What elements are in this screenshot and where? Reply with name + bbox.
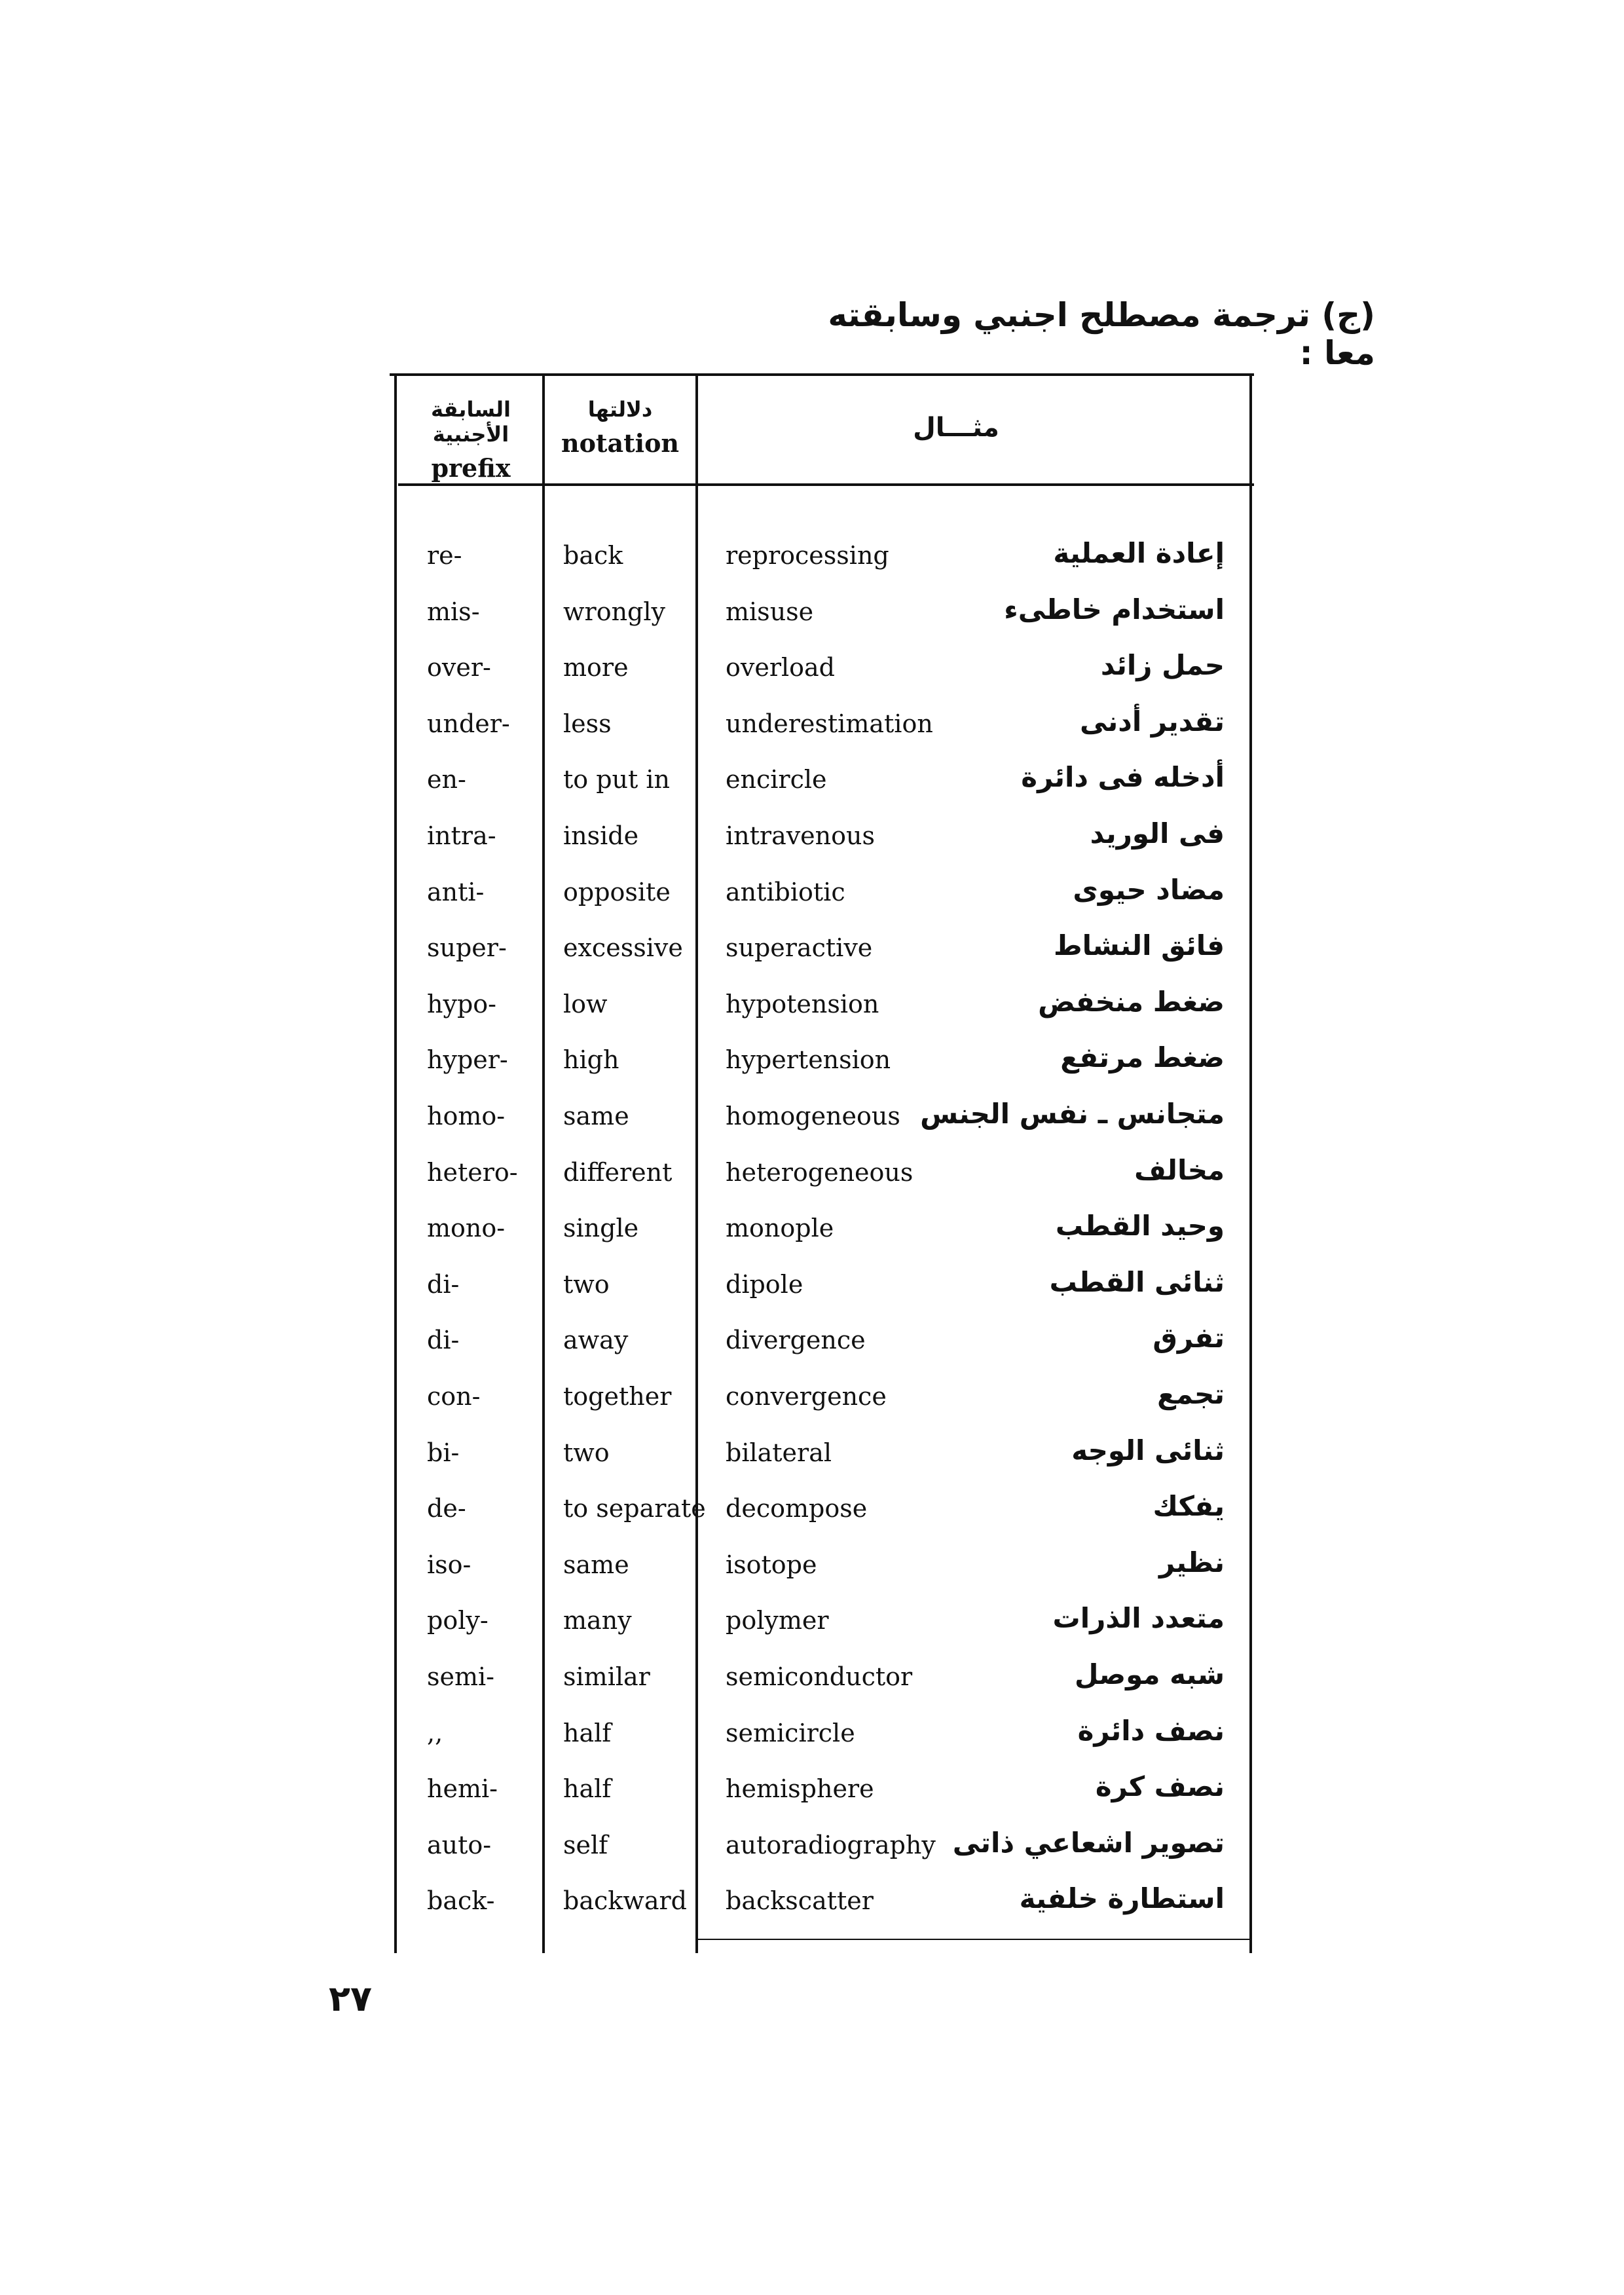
notation-cell: same <box>563 1102 629 1130</box>
table-row <box>0 1602 1624 1662</box>
prefix-cell: con- <box>427 1382 481 1411</box>
arabic-translation-cell: استطارة خلفية <box>1019 1882 1225 1914</box>
arabic-translation-cell: متعدد الذرات <box>1052 1602 1225 1634</box>
notation-cell: half <box>563 1774 612 1803</box>
notation-cell: low <box>563 990 608 1018</box>
prefix-cell: hyper- <box>427 1045 508 1074</box>
prefix-cell: ,, <box>427 1719 443 1747</box>
arabic-translation-cell: تفرق <box>1153 1322 1225 1354</box>
notation-cell: together <box>563 1382 672 1411</box>
notation-cell: away <box>563 1326 629 1354</box>
example-cell: overload <box>726 653 836 682</box>
arabic-translation-cell: إعادة العملية <box>1053 537 1225 569</box>
example-cell: misuse <box>726 597 814 626</box>
example-cell: homogeneous <box>726 1102 900 1130</box>
prefix-cell: hemi- <box>427 1774 498 1803</box>
example-cell: superactive <box>726 933 873 962</box>
prefix-cell: iso- <box>427 1550 471 1579</box>
example-cell: semiconductor <box>726 1662 913 1691</box>
notation-cell: more <box>563 653 629 682</box>
prefix-cell: mono- <box>427 1214 506 1242</box>
prefix-cell: de- <box>427 1494 466 1523</box>
example-cell: monople <box>726 1214 834 1242</box>
table-row <box>0 1827 1624 1887</box>
example-cell: heterogeneous <box>726 1158 913 1187</box>
notation-cell: single <box>563 1214 639 1242</box>
table-row <box>0 705 1624 766</box>
notation-cell: same <box>563 1550 629 1579</box>
arabic-translation-cell: ضغط مرتفع <box>1060 1041 1225 1073</box>
table-row <box>0 1322 1624 1382</box>
arabic-translation-cell: يفكك <box>1153 1490 1225 1522</box>
notation-cell: excessive <box>563 933 683 962</box>
notation-cell: wrongly <box>563 597 665 626</box>
arabic-translation-cell: ضغط منخفض <box>1038 986 1225 1018</box>
column-header-notation <box>546 397 694 458</box>
example-cell: intravenous <box>726 821 875 850</box>
table-row <box>0 1434 1624 1495</box>
arabic-translation-cell: فائق النشاط <box>1054 929 1225 961</box>
example-cell: antibiotic <box>726 878 845 906</box>
table-row <box>0 1041 1624 1102</box>
table-row <box>0 1882 1624 1943</box>
arabic-translation-cell: شبه موصل <box>1075 1658 1225 1690</box>
example-cell: encircle <box>726 765 827 794</box>
example-cell: decompose <box>726 1494 868 1523</box>
prefix-cell: anti- <box>427 878 485 906</box>
arabic-translation-cell: نصف دائرة <box>1077 1715 1225 1747</box>
example-cell: polymer <box>726 1606 829 1635</box>
arabic-translation-cell: حمل زائد <box>1100 649 1225 681</box>
prefix-cell: over- <box>427 653 491 682</box>
notation-cell: backward <box>563 1886 687 1915</box>
prefix-cell: auto- <box>427 1831 492 1859</box>
arabic-translation-cell: نظير <box>1159 1546 1225 1578</box>
table-row <box>0 874 1624 934</box>
column-header-notation-english: notation <box>561 428 680 458</box>
prefix-cell: re- <box>427 541 462 570</box>
prefix-cell: under- <box>427 709 510 738</box>
notation-cell: inside <box>563 821 639 850</box>
column-header-notation-arabic: دلالتها <box>587 397 653 422</box>
table-row <box>0 1098 1624 1158</box>
table-row <box>0 1490 1624 1550</box>
table-row <box>0 986 1624 1046</box>
notation-cell: self <box>563 1831 608 1859</box>
example-cell: bilateral <box>726 1438 832 1467</box>
table-row <box>0 1770 1624 1831</box>
notation-cell: to separate <box>563 1494 706 1523</box>
arabic-translation-cell: ثنائى الوجه <box>1071 1434 1225 1466</box>
arabic-translation-cell: فى الوريد <box>1090 817 1225 849</box>
table-row <box>0 1658 1624 1719</box>
prefix-cell: semi- <box>427 1662 495 1691</box>
prefix-cell: poly- <box>427 1606 489 1635</box>
notation-cell: two <box>563 1270 610 1299</box>
prefix-cell: hypo- <box>427 990 496 1018</box>
column-header-prefix-arabic: السابقة الأجنبية <box>430 397 511 447</box>
example-cell: hemisphere <box>726 1774 874 1803</box>
column-header-prefix <box>399 397 542 483</box>
column-header-prefix-english: prefix <box>431 453 511 483</box>
table-row <box>0 1546 1624 1607</box>
notation-cell: two <box>563 1438 610 1467</box>
example-cell: underestimation <box>726 709 933 738</box>
notation-cell: less <box>563 709 612 738</box>
arabic-translation-cell: مخالف <box>1134 1154 1225 1186</box>
notation-cell: back <box>563 541 623 570</box>
table-row <box>0 1266 1624 1326</box>
arabic-translation-cell: تقدير أدنى <box>1080 705 1225 737</box>
example-cell: hypotension <box>726 990 879 1018</box>
prefix-cell: di- <box>427 1270 460 1299</box>
table-row <box>0 1378 1624 1438</box>
prefix-cell: back- <box>427 1886 495 1915</box>
arabic-translation-cell: تصوير اشعاعي ذاتى <box>952 1827 1225 1859</box>
arabic-translation-cell: تجمع <box>1157 1378 1225 1410</box>
arabic-translation-cell: وحيد القطب <box>1055 1210 1225 1242</box>
prefix-cell: mis- <box>427 597 480 626</box>
example-cell: isotope <box>726 1550 817 1579</box>
arabic-translation-cell: ثنائى القطب <box>1049 1266 1225 1298</box>
prefix-cell: super- <box>427 933 507 962</box>
example-cell: semicircle <box>726 1719 855 1747</box>
column-header-example: مثـــال <box>913 413 999 443</box>
arabic-translation-cell: استخدام خاطىء <box>1004 593 1225 625</box>
notation-cell: similar <box>563 1662 650 1691</box>
header-bottom-rule <box>398 483 1254 486</box>
notation-cell: different <box>563 1158 673 1187</box>
arabic-translation-cell: نصف كرة <box>1095 1770 1225 1802</box>
example-cell: hypertension <box>726 1045 891 1074</box>
prefix-cell: intra- <box>427 821 496 850</box>
table-row <box>0 1715 1624 1775</box>
notation-cell: half <box>563 1719 612 1747</box>
page-number: ٢٧ <box>329 1978 372 2019</box>
table-row <box>0 1210 1624 1270</box>
example-cell: dipole <box>726 1270 803 1299</box>
table-row <box>0 593 1624 654</box>
notation-cell: high <box>563 1045 619 1074</box>
notation-cell: many <box>563 1606 632 1635</box>
table-row <box>0 929 1624 990</box>
table-row <box>0 817 1624 878</box>
prefix-cell: en- <box>427 765 466 794</box>
prefix-cell: homo- <box>427 1102 506 1130</box>
example-cell: reprocessing <box>726 541 889 570</box>
table-top-rule <box>390 373 1254 376</box>
example-cell: divergence <box>726 1326 866 1354</box>
arabic-translation-cell: أدخله فى دائرة <box>1021 761 1225 793</box>
arabic-translation-cell: متجانس ـ نفس الجنس <box>920 1098 1225 1130</box>
section-heading: (ج) ترجمة مصطلح اجنبي وسابقته معا : <box>828 296 1375 372</box>
table-row <box>0 1154 1624 1214</box>
example-cell: autoradiography <box>726 1831 936 1859</box>
example-cell: convergence <box>726 1382 887 1411</box>
table-row <box>0 649 1624 709</box>
prefix-cell: di- <box>427 1326 460 1354</box>
example-cell: backscatter <box>726 1886 874 1915</box>
arabic-translation-cell: مضاد حيوى <box>1073 874 1225 906</box>
table-row <box>0 761 1624 821</box>
notation-cell: opposite <box>563 878 671 906</box>
prefix-cell: bi- <box>427 1438 460 1467</box>
notation-cell: to put in <box>563 765 671 794</box>
table-row <box>0 537 1624 597</box>
prefix-cell: hetero- <box>427 1158 518 1187</box>
